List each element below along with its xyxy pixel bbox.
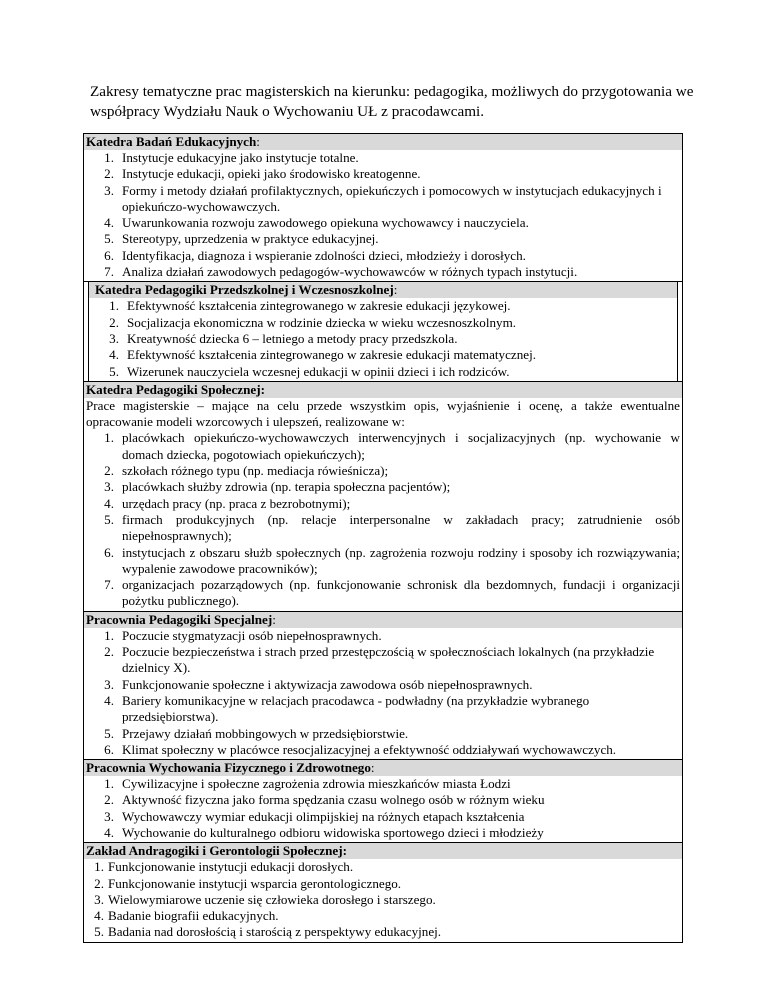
list-item [86,876,680,892]
item-number: 1. [104,627,114,643]
item-number: 1. [109,298,119,314]
item-number: 3. [109,330,119,346]
item-text: Poczucie stygmatyzacji osób niepełnosprawnych. [122,627,382,643]
item-number: 4. [104,215,114,231]
section-heading-text: Katedra Pedagogiki Przedszkolnej i Wczesnoszkolnej [95,282,394,298]
section-heading [84,760,682,776]
list-item [86,924,680,940]
item-text: Formy i metody działań profilaktycznych, opiekuńczych i pomocowych w instytucjach edukacyjnych i opiekuńczo-wychowawczych. [122,182,662,214]
item-text: firmach produkcyjnych (np. relacje interpersonalne w zakładach pracy; zatrudnienie osób niepełnosprawnych); [122,511,680,544]
topic-list [86,628,680,758]
document-title: Zakresy tematyczne prac magisterskich na kierunku: pedagogika, możliwych do przygotowania we współpracy Wydziału Nauk o Wychowaniu UŁ z pracodawcami. [90,83,694,120]
list-item [86,166,680,182]
topic-list [86,859,680,940]
item-number: 2. [104,792,114,808]
item-text: Wychowanie do kulturalnego odbioru widowiska sportowego dzieci i młodzieży [122,824,544,840]
list-item [91,364,675,380]
section-katedra-pedagogiki-spolecznej [83,382,683,612]
item-number: 5. [104,725,114,741]
list-item [91,298,675,314]
item-text: Przejawy działań mobbingowych w przedsiębiorstwie. [122,725,409,741]
list-item [86,150,680,166]
topic-list [86,430,680,609]
item-text: Badanie biografii edukacyjnych. [108,908,279,924]
topics-table [83,133,683,943]
list-item [86,479,680,495]
list-item [86,792,680,808]
item-text: instytucjach z obszaru służb społecznych (np. zagrożenia rozwoju rodziny i sposoby ich rozwiązywania; wypalenie zawodowe pracowników); [122,544,680,576]
item-number: 6. [104,247,114,263]
item-text: Badania nad dorosłością i starością z perspektywy edukacyjnej. [108,924,442,940]
section-body [89,298,677,380]
section-zaklad-andragogiki [83,843,683,942]
item-number: 6. [104,544,114,560]
topic-list [91,298,675,379]
item-text: Identyfikacja, diagnoza i wspieranie zdolności dzieci, młodzieży i dorosłych. [122,247,526,263]
item-text: Klimat społeczny w placówce resocjalizacyjnej a efektywność oddziaływań wychowawczych. [122,741,617,757]
section-pracownia-wychowania-fizycznego [83,760,683,843]
heading-colon: : [256,134,260,149]
item-number: 7. [104,577,114,593]
item-number: 5. [94,924,104,940]
list-item [86,776,680,792]
section-body [84,776,682,842]
item-number: 1. [94,859,104,875]
section-heading-text: Katedra Badań Edukacyjnych [86,134,257,149]
heading-colon: : [370,760,375,776]
list-item [86,183,680,216]
list-item [91,315,675,331]
section-inset [88,282,678,380]
list-item [86,248,680,264]
section-pracownia-pedagogiki-specjalnej [83,612,683,760]
section-heading [89,282,677,298]
section-heading [84,134,682,150]
list-item [86,215,680,231]
item-number: 2. [109,314,119,330]
item-text: Instytucje edukacji, opieki jako środowisko kreatogenne. [122,166,421,182]
item-number: 2. [104,463,114,479]
item-number: 4. [94,908,104,924]
item-number: 3. [94,891,104,907]
list-item [86,545,680,578]
item-number: 3. [104,479,114,495]
heading-colon: : [393,282,398,298]
item-text: Wielowymiarowe uczenie się człowieka dorosłego i starszego. [108,891,436,907]
item-number: 4. [104,692,114,708]
section-heading [84,382,682,398]
list-item [91,331,675,347]
item-text: Efektywność kształcenia zintegrowanego w zakresie edukacji matematycznej. [127,347,536,363]
item-number: 4. [104,824,114,840]
list-item [86,644,680,677]
item-number: 4. [109,347,119,363]
item-number: 5. [109,363,119,379]
list-item [86,726,680,742]
item-text: szkołach różnego typu (np. mediacja rówieśnicza); [122,463,389,479]
heading-colon: : [272,611,276,627]
item-number: 6. [104,741,114,757]
list-item [86,809,680,825]
item-text: Wychowawczy wymiar edukacji olimpijskiej na różnych etapach kształcenia [122,808,525,824]
list-item [86,628,680,644]
item-text: Wizerunek nauczyciela wczesnej edukacji w opinii dzieci i ich rodziców. [127,363,510,379]
item-number: 1. [104,430,114,446]
section-body [84,859,682,941]
section-katedra-pedagogiki-przedszkolnej [83,282,683,381]
item-text: Bariery komunikacyjne w relacjach pracodawca - podwładny (na przykładzie wybranego przedsiębiorstwa). [122,692,590,725]
list-item [86,463,680,479]
section-heading-text: Pracownia Wychowania Fizycznego i Zdrowotnego [86,760,371,776]
section-katedra-badan-edukacyjnych [83,133,683,282]
list-item [86,264,680,280]
list-item [86,859,680,875]
item-text: Instytucje edukacyjne jako instytucje totalne. [122,150,359,165]
list-item [86,496,680,512]
item-text: Analiza działań zawodowych pedagogów-wychowawców w różnych typach instytucji. [122,264,578,280]
item-text: Aktywność fizyczna jako forma spędzania czasu wolnego osób w różnym wieku [122,792,545,808]
section-heading [84,843,682,859]
item-text: Poczucie bezpieczeństwa i strach przed przestępczością w społecznościach lokalnych (na przykładzie dzielnicy X). [122,644,655,676]
section-body [84,398,682,611]
item-text: placówkach służby zdrowia (np. terapia społeczna pacjentów); [122,479,451,495]
item-number: 5. [104,231,114,247]
item-number: 3. [104,676,114,692]
section-heading-text: Katedra Pedagogiki Społecznej: [86,381,265,397]
list-item [86,742,680,758]
item-number: 4. [104,495,114,511]
item-number: 2. [104,166,114,182]
item-number: 3. [104,808,114,824]
topic-list [86,150,680,280]
section-body [84,628,682,759]
item-text: Stereotypy, uprzedzenia w praktyce edukacyjnej. [122,231,379,247]
section-heading-text: Pracownia Pedagogiki Specjalnej [86,611,273,627]
item-text: Funkcjonowanie społeczne i aktywizacja zawodowa osób niepełnosprawnych. [122,676,533,692]
item-text: Kreatywność dziecka 6 – letniego a metody pracy przedszkola. [127,330,458,346]
list-item [86,231,680,247]
item-number: 2. [104,644,114,660]
item-text: placówkach opiekuńczo-wychowawczych interwencyjnych i socjalizacyjnych (np. wychowanie w domach dziecka, pogotowiach opiekuńczych); [122,430,680,462]
list-item [86,430,680,463]
list-item [86,825,680,841]
item-number: 1. [104,776,114,792]
list-item [91,347,675,363]
list-item [86,693,680,726]
section-body [84,150,682,281]
list-item [86,512,680,545]
section-heading [84,612,682,628]
item-text: Cywilizacyjne i społeczne zagrożenia zdrowia mieszkańców miasta Łodzi [122,776,511,792]
section-heading-text: Zakład Andragogiki i Gerontologii Społecznej: [86,843,347,859]
list-item [86,892,680,908]
list-item [86,677,680,693]
item-text: Uwarunkowania rozwoju zawodowego opiekuna wychowawcy i nauczyciela. [122,215,529,231]
topic-list [86,776,680,841]
item-number: 2. [94,875,104,891]
section-intro: Prace magisterskie – mające na celu przede wszystkim opis, wyjaśnienie i ocenę, a także ewentualne opracowanie modeli wzorcowych i ulepszeń, realizowane w: [86,397,680,430]
item-text: Socjalizacja ekonomiczna w rodzinie dziecka w wieku wczesnoszkolnym. [127,314,517,330]
item-number: 3. [104,182,114,198]
item-text: Efektywność kształcenia zintegrowanego w zakresie edukacji językowej. [127,298,511,314]
list-item [86,908,680,924]
item-text: Funkcjonowanie instytucji wsparcia gerontologicznego. [108,875,402,891]
item-number: 1. [104,150,114,165]
item-text: Funkcjonowanie instytucji edukacji dorosłych. [108,859,354,875]
item-number: 7. [104,264,114,280]
list-item [86,577,680,610]
item-number: 5. [104,511,114,527]
item-text: urzędach pracy (np. praca z bezrobotnymi); [122,495,351,511]
item-text: organizacjach pozarządowych (np. funkcjonowanie schronisk dla bezdomnych, fundacji i organizacji pożytku publicznego). [122,577,680,609]
